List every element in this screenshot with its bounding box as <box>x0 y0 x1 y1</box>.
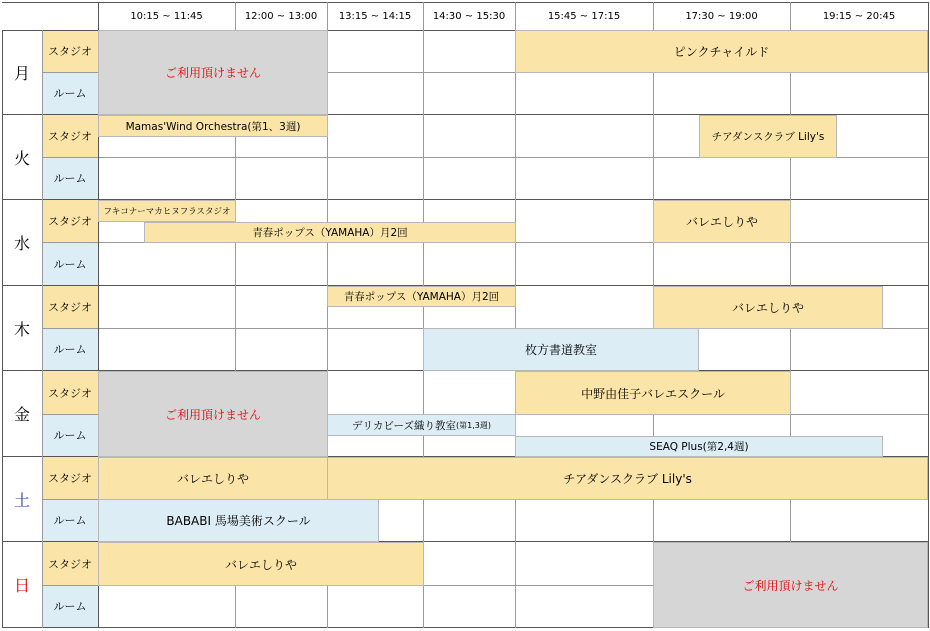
fri-studio-label: スタジオ <box>42 371 98 414</box>
mon-studio-booking-pink-child[interactable]: ピンクチャイルド <box>515 30 928 73</box>
sat-studio-booking-cheer-dance[interactable]: チアダンスクラブ Lily's <box>327 457 928 500</box>
sun-unavailable-block[interactable]: ご利用頂けません <box>653 542 928 628</box>
fri-unavailable-block[interactable]: ご利用頂けません <box>98 371 328 457</box>
time-header-1: 10:15 ~ 11:45 <box>130 10 203 22</box>
thu-studio-label: スタジオ <box>42 286 98 328</box>
mon-unavailable-block[interactable]: ご利用頂けません <box>98 30 328 115</box>
time-header-5: 15:45 ~ 17:15 <box>547 10 621 22</box>
thu-room-booking-shodo[interactable]: 枚方書道教室 <box>423 328 699 371</box>
thu-studio-booking-seishun-pops[interactable]: 青春ポップス（YAMAHA）月2回 <box>327 286 516 307</box>
tue-studio-label: スタジオ <box>42 115 98 157</box>
day-thursday: 木 <box>13 319 30 339</box>
fri-room-booking-delica-beads-note: (第1,3週) <box>455 420 491 430</box>
day-monday: 月 <box>13 63 30 83</box>
sat-room-label: ルーム <box>42 499 98 541</box>
time-header-3: 13:15 ~ 14:15 <box>338 10 412 22</box>
thu-room-label: ルーム <box>42 328 98 370</box>
tue-room-label: ルーム <box>42 157 98 199</box>
wed-studio-booking-fukiko-hula[interactable]: フキコナーマカヒヌフラスタジオ <box>98 200 236 222</box>
fri-room-booking-delica-beads-title: デリカビーズ織り教室 <box>352 419 456 432</box>
fri-room-label: ルーム <box>42 414 98 456</box>
time-header-4: 14:30 ~ 15:30 <box>432 10 506 22</box>
tue-studio-booking-cheer-dance[interactable]: チアダンスクラブ Lily's <box>699 115 837 158</box>
mon-studio-label: スタジオ <box>42 30 98 72</box>
thu-studio-booking-ballet[interactable]: バレエしりや <box>653 286 883 329</box>
sun-studio-booking-ballet[interactable]: バレエしりや <box>98 542 424 586</box>
day-saturday: 土 <box>13 490 30 510</box>
time-header-2: 12:00 ~ 13:00 <box>244 10 318 22</box>
tue-studio-booking-mamas-wind[interactable]: Mamas'Wind Orchestra(第1、3週) <box>98 115 328 137</box>
day-friday: 金 <box>13 405 30 424</box>
wed-studio-booking-seishun-pops[interactable]: 青春ポップス（YAMAHA）月2回 <box>144 222 516 243</box>
wed-room-label: ルーム <box>42 242 98 285</box>
fri-room-booking-seaq-plus[interactable]: SEAQ Plus(第2,4週) <box>515 436 883 457</box>
fri-studio-booking-nakano-ballet[interactable]: 中野由佳子バレエスクール <box>515 371 791 415</box>
day-wednesday: 水 <box>13 234 30 253</box>
time-header-7: 19:15 ~ 20:45 <box>822 10 896 22</box>
day-tuesday: 火 <box>13 148 30 168</box>
sun-studio-label: スタジオ <box>42 542 98 585</box>
day-sunday: 日 <box>13 576 30 595</box>
sat-studio-label: スタジオ <box>42 457 98 499</box>
sat-studio-booking-ballet[interactable]: バレエしりや <box>98 457 328 500</box>
sun-room-label: ルーム <box>42 585 98 627</box>
fri-room-booking-delica-beads[interactable] <box>327 414 516 436</box>
sat-room-booking-bababi[interactable]: BABABI 馬場美術スクール <box>98 499 379 542</box>
wed-studio-booking-ballet[interactable]: バレエしりや <box>653 200 791 243</box>
mon-room-label: ルーム <box>42 72 98 114</box>
wed-studio-label: スタジオ <box>42 200 98 242</box>
time-header-6: 17:30 ~ 19:00 <box>685 10 758 22</box>
